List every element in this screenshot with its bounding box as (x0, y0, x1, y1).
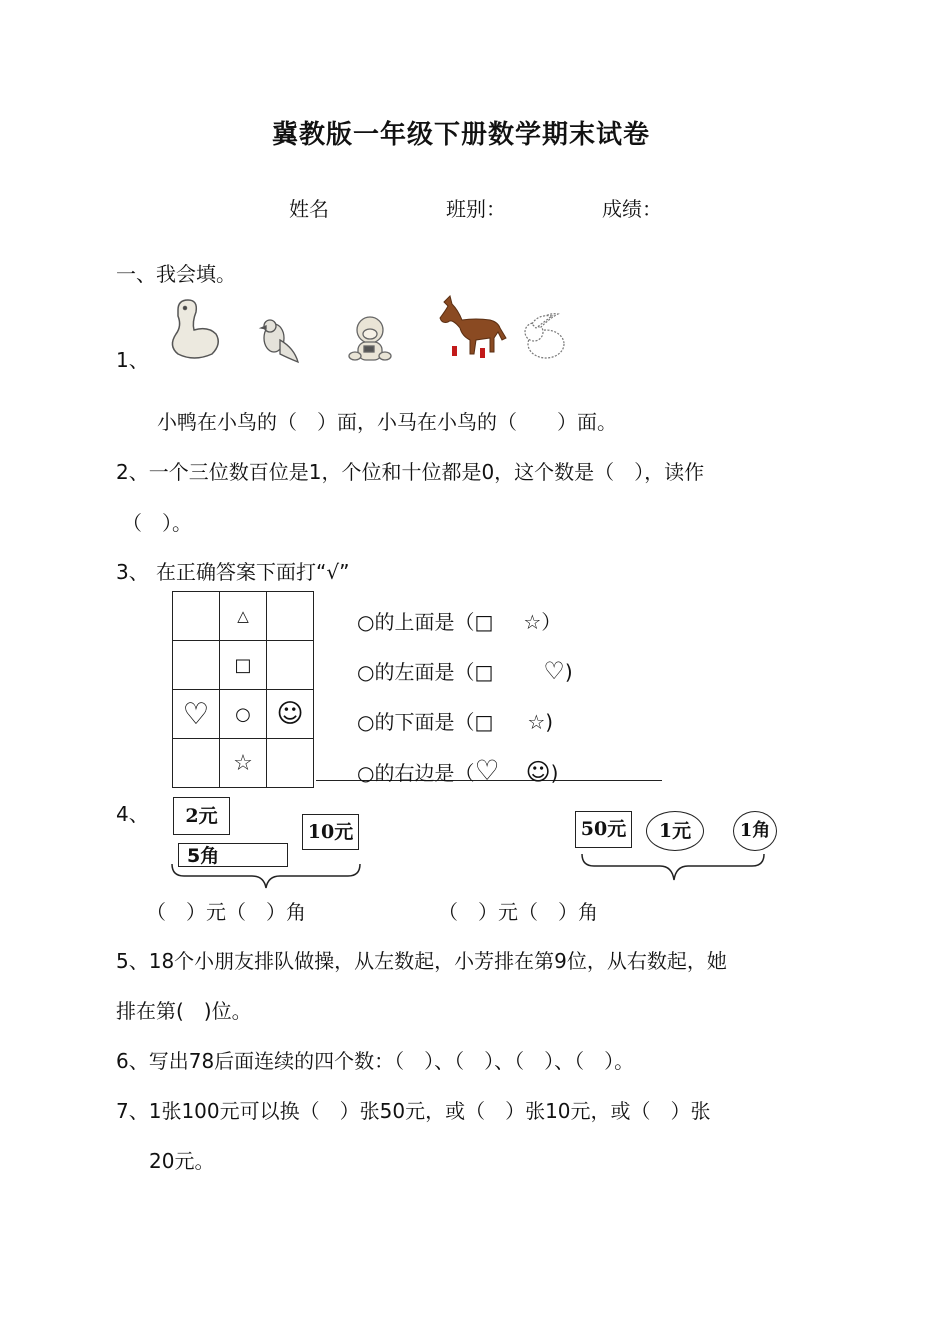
bird-icon (261, 320, 298, 362)
duck-icon (172, 300, 218, 358)
q6-text: 6、写出78后面连续的四个数：（ ）、（ ）、（ ）、（ ）。 (116, 1049, 635, 1073)
circle-icon: ○ (220, 690, 267, 739)
section-heading: 一、我会填。 (116, 262, 236, 286)
position-grid (172, 591, 314, 788)
q3-row-label: ○的上面是（□ (357, 610, 494, 634)
grid-cell (267, 592, 314, 641)
q3-row-3 (357, 706, 553, 735)
q3-row-close: ） (541, 610, 562, 634)
q3-row-label: ○的左面是（□ (357, 660, 494, 684)
q4-left-answer: （ ）元（ ）角 (146, 900, 306, 924)
q3-row-close: ) (550, 761, 559, 785)
q3-text: 在正确答案下面打“√” (156, 560, 350, 584)
q4-right-answer: （ ）元（ ）角 (438, 900, 598, 924)
q7-line2: 20元。 (149, 1149, 215, 1173)
q3-row-label: ○的下面是（□ (357, 710, 494, 734)
triangle-icon: △ (220, 592, 267, 641)
q3-row-4 (357, 754, 558, 787)
grid-cell (173, 641, 220, 690)
q1-number: 1、 (116, 348, 149, 372)
banknote-50yuan: 50元 (575, 811, 632, 848)
q2-line2: （ ）。 (122, 511, 192, 535)
square-icon: □ (220, 641, 267, 690)
q2-line1: 2、一个三位数百位是1，个位和十位都是0，这个数是（ ），读作 (116, 460, 705, 484)
star-icon: ☆ (527, 710, 546, 734)
q5-line2: 排在第( )位。 (116, 999, 252, 1023)
heart-icon: ♡ (543, 657, 565, 685)
grid-cell (173, 592, 220, 641)
grid-cell (173, 739, 220, 788)
grid-cell (267, 739, 314, 788)
banknote-2yuan: 2元 (173, 797, 230, 835)
page-title: 冀教版一年级下册数学期末试卷 (271, 120, 650, 150)
score-field-label: 成绩： (602, 197, 662, 221)
horse-icon (440, 296, 506, 358)
q3-row-2 (357, 656, 573, 685)
q3-row-close: ) (564, 660, 573, 684)
monkey-icon (349, 317, 391, 360)
name-field-label: 姓名 (289, 197, 329, 221)
q3-row-label: ○的右边是（ (357, 761, 475, 785)
right-brace-icon (580, 852, 766, 884)
heart-icon: ♡ (474, 754, 500, 787)
q5-line1: 5、18个小朋友排队做操，从左数起，小芳排在第9位，从右数起，她 (116, 949, 727, 973)
coin-1yuan: 1元 (646, 811, 704, 851)
class-field-label: 班别： (446, 197, 506, 221)
q4-number: 4、 (116, 802, 149, 826)
q1-text: 小鸭在小鸟的（ ）面，小马在小鸟的（ ）面。 (157, 410, 617, 434)
left-brace-icon (170, 862, 362, 892)
q3-number: 3、 (116, 560, 149, 584)
q7-line1: 7、1张100元可以换（ ）张50元，或（ ）张10元，或（ ）张 (116, 1099, 711, 1123)
rabbit-icon (525, 314, 564, 358)
coin-1jiao: 1角 (733, 811, 777, 851)
heart-icon: ♡ (173, 690, 220, 739)
smiley-icon: ☺ (525, 758, 551, 786)
star-icon: ☆ (523, 610, 542, 634)
grid-cell (267, 641, 314, 690)
banknote-5jiao: 5角 (178, 843, 288, 867)
star-icon: ☆ (220, 739, 267, 788)
q3-row-1 (357, 606, 561, 635)
banknote-10yuan: 10元 (302, 814, 359, 850)
q3-row-close: ) (545, 710, 554, 734)
animal-picture-row (160, 294, 580, 366)
smiley-icon: ☺ (267, 690, 314, 739)
